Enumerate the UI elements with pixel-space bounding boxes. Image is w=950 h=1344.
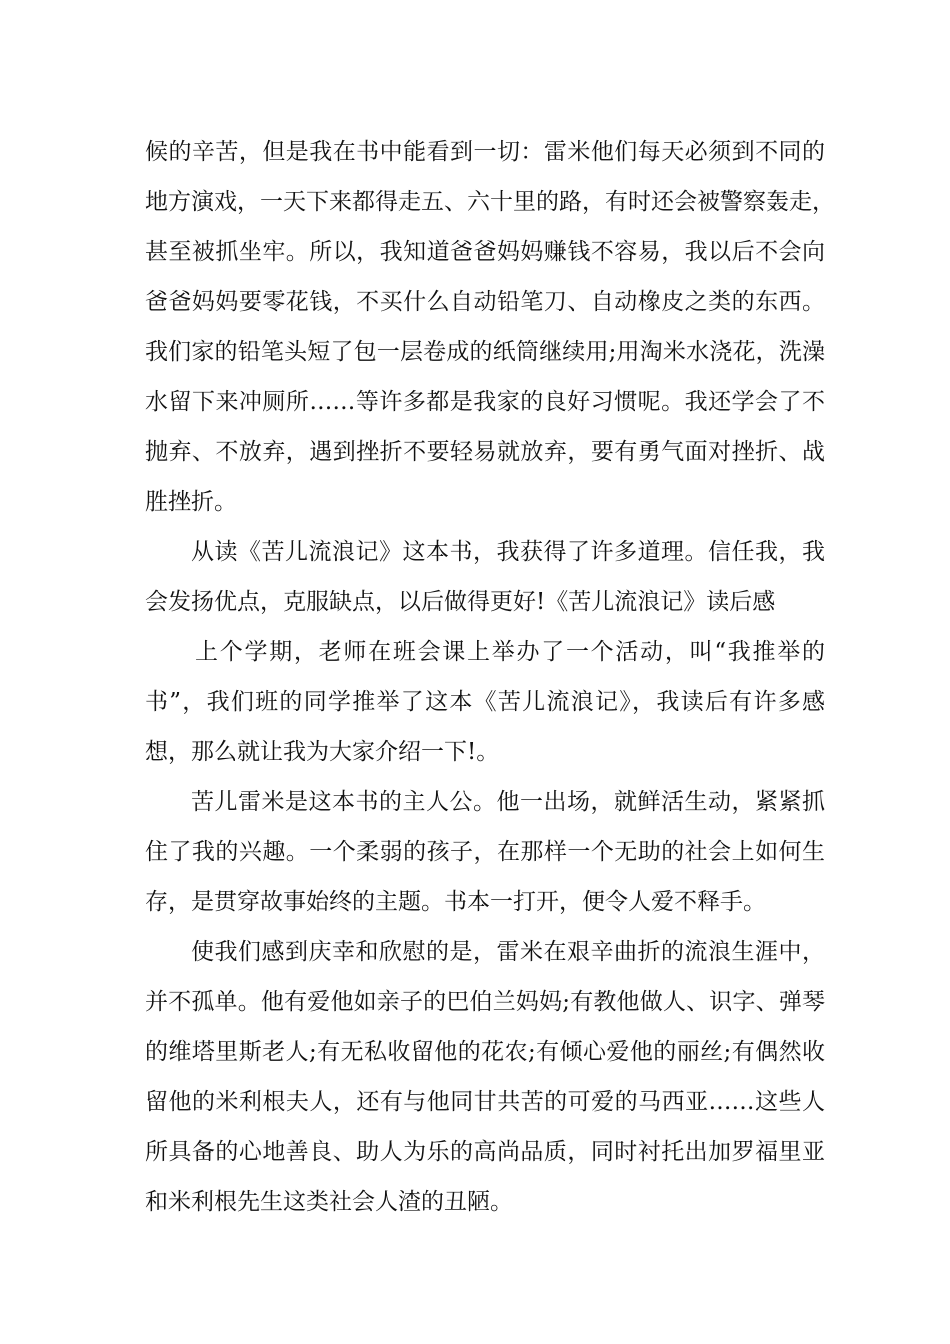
paragraph-first-line: 使我们感到庆幸和欣慰的是，雷米在艰辛曲折的流浪生涯中，: [191, 939, 825, 965]
text-line: 爸爸妈妈要零花钱，不买什么自动铅笔刀、自动橡皮之类的东西。: [145, 289, 825, 315]
text-line: 抛弃、不放弃，遇到挫折不要轻易就放弃，要有勇气面对挫折、战: [145, 439, 825, 465]
text-line: 会发扬优点，克服缺点，以后做得更好!《苦儿流浪记》读后感: [145, 589, 776, 615]
body-text: [145, 127, 835, 1227]
text-line: 甚至被抓坐牢。所以，我知道爸爸妈妈赚钱不容易，我以后不会向: [145, 239, 825, 265]
text-line: 住了我的兴趣。一个柔弱的孩子，在那样一个无助的社会上如何生: [145, 839, 825, 865]
text-line: 候的辛苦，但是我在书中能看到一切：雷米他们每天必须到不同的: [145, 139, 825, 165]
text-line: 书”，我们班的同学推举了这本《苦儿流浪记》，我读后有许多感: [145, 689, 825, 715]
text-line: 存，是贯穿故事始终的主题。书本一打开，便令人爱不释手。: [145, 889, 766, 915]
text-line: 留他的米利根夫人，还有与他同甘共苦的可爱的马西亚……这些人: [145, 1089, 825, 1115]
text-line: 并不孤单。他有爱他如亲子的巴伯兰妈妈;有教他做人、识字、弹琴: [145, 989, 825, 1015]
text-line: 的维塔里斯老人;有无私收留他的花农;有倾心爱他的丽丝;有偶然收: [145, 1039, 825, 1065]
paragraph-first-line: 从读《苦儿流浪记》这本书，我获得了许多道理。信任我，我: [191, 539, 825, 565]
text-line: 我们家的铅笔头短了包一层卷成的纸筒继续用;用淘米水浇花，洗澡: [145, 339, 825, 365]
text-line: 所具备的心地善良、助人为乐的高尚品质，同时衬托出加罗福里亚: [145, 1139, 825, 1165]
text-line: 和米利根先生这类社会人渣的丑陋。: [145, 1189, 513, 1215]
text-line: 水留下来冲厕所……等许多都是我家的良好习惯呢。我还学会了不: [145, 389, 825, 415]
text-line: 胜挫折。: [145, 489, 237, 515]
text-line: 地方演戏，一天下来都得走五、六十里的路，有时还会被警察轰走，: [145, 189, 835, 215]
text-line: 想，那么就让我为大家介绍一下!。: [145, 739, 500, 765]
paragraph-first-line: 上个学期，老师在班会课上举办了一个活动，叫“我推举的: [195, 639, 825, 665]
paragraph-first-line: 苦儿雷米是这本书的主人公。他一出场，就鲜活生动，紧紧抓: [191, 789, 825, 815]
